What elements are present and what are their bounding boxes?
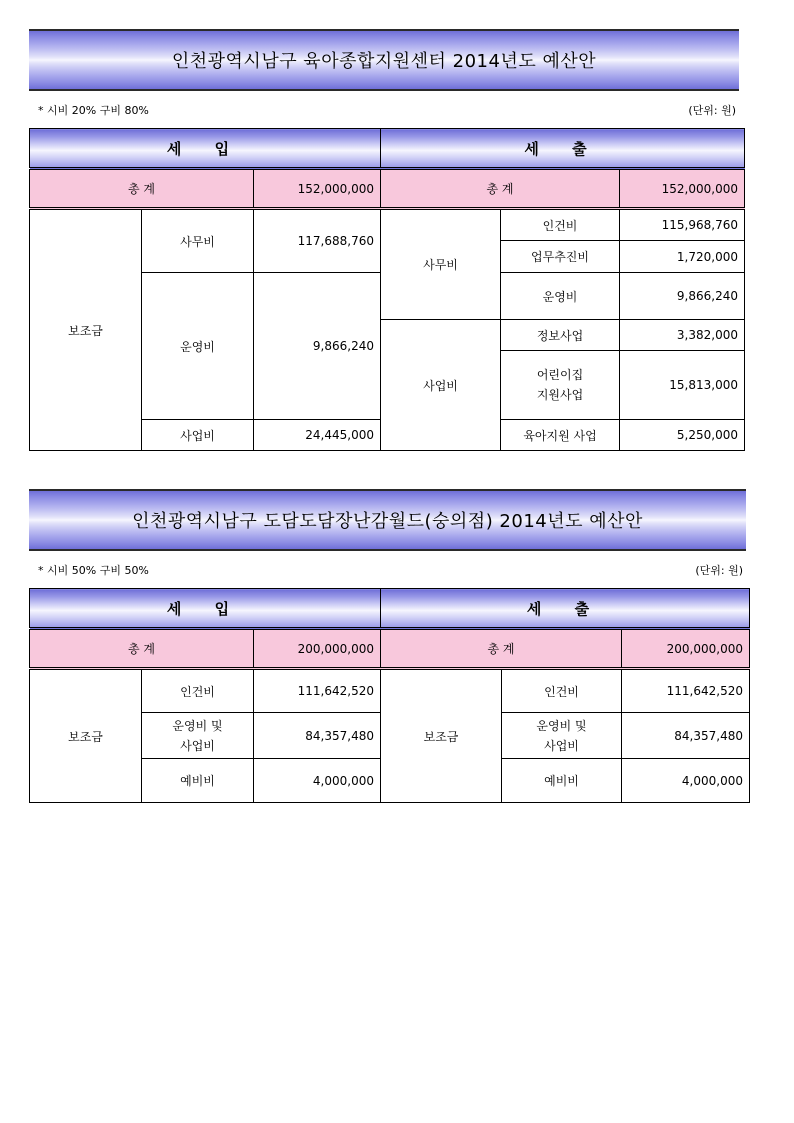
section2-funding-note: * 시비 50% 구비 50% [38,564,149,577]
section1-expense-amount: 15,813,000 [620,351,745,420]
section1-budget-table [29,128,745,451]
section2-expense-label: 예비비 [502,759,622,803]
section1-expense-label [501,351,620,420]
section1-expense-amount: 115,968,760 [620,209,745,241]
section1-title-text: 인천광역시남구 육아종합지원센터 2014년도 예산안 [171,51,597,72]
section1-funding-note: * 시비 20% 구비 80% [38,104,149,117]
label-line: 운영비 및 [536,718,587,733]
section2-income-category: 보조금 [30,669,142,803]
section1-expense-category: 사업비 [381,320,501,451]
section1-title [29,29,739,91]
section1-income-label: 운영비 [142,273,254,420]
section1-income-category: 보조금 [30,209,142,451]
section2-title-text: 인천광역시남구 도담도담장난감월드(숭의점) 2014년도 예산안 [132,511,643,532]
section1-expense-label: 인건비 [501,209,620,241]
section1-expense-label: 운영비 [501,273,620,320]
section1-expense-total: 152,000,000 [620,169,745,209]
section2-expense-category: 보조금 [381,669,502,803]
label-line: 사업비 [544,738,579,753]
section1-income-total-label: 총 계 [30,169,254,209]
section2-expense-label: 인건비 [502,669,622,713]
section2-income-total-label: 총 계 [30,629,254,669]
section1-income-label: 사무비 [142,209,254,273]
section1-income-total: 152,000,000 [254,169,381,209]
label-line: 지원사업 [536,388,584,402]
label-line: 어린이집 [536,368,584,382]
section1-expense-header: 세 출 [381,129,745,169]
section2-expense-amount: 4,000,000 [622,759,750,803]
section2-budget-table [29,588,750,803]
label-line: 사업비 [180,738,215,753]
section1-expense-amount: 9,866,240 [620,273,745,320]
section1-expense-category: 사무비 [381,209,501,320]
section2-title [29,489,746,551]
section2-expense-amount: 111,642,520 [622,669,750,713]
section2-income-label: 인건비 [142,669,254,713]
section2-income-amount: 111,642,520 [254,669,381,713]
section2-unit-label: (단위: 원) [695,564,743,577]
section1-unit-label: (단위: 원) [688,104,736,117]
section2-income-amount: 4,000,000 [254,759,381,803]
section1-income-label: 사업비 [142,420,254,451]
section2-income-amount: 84,357,480 [254,713,381,759]
section2-expense-label [502,713,622,759]
section2-income-total: 200,000,000 [254,629,381,669]
section1-income-amount: 9,866,240 [254,273,381,420]
section1-expense-total-label: 총 계 [381,169,620,209]
section2-expense-total: 200,000,000 [622,629,750,669]
label-line: 운영비 및 [172,718,223,733]
section1-expense-amount: 1,720,000 [620,241,745,273]
section1-income-amount: 117,688,760 [254,209,381,273]
section1-income-header: 세 입 [30,129,381,169]
section1-expense-amount: 3,382,000 [620,320,745,351]
section2-expense-total-label: 총 계 [381,629,622,669]
section1-income-amount: 24,445,000 [254,420,381,451]
section1-expense-label: 업무추진비 [501,241,620,273]
section2-income-label: 예비비 [142,759,254,803]
section2-income-label [142,713,254,759]
section1-expense-amount: 5,250,000 [620,420,745,451]
section2-expense-header: 세 출 [381,589,750,629]
section2-income-header: 세 입 [30,589,381,629]
section2-expense-amount: 84,357,480 [622,713,750,759]
section1-expense-label: 육아지원 사업 [501,420,620,451]
section1-expense-label: 정보사업 [501,320,620,351]
